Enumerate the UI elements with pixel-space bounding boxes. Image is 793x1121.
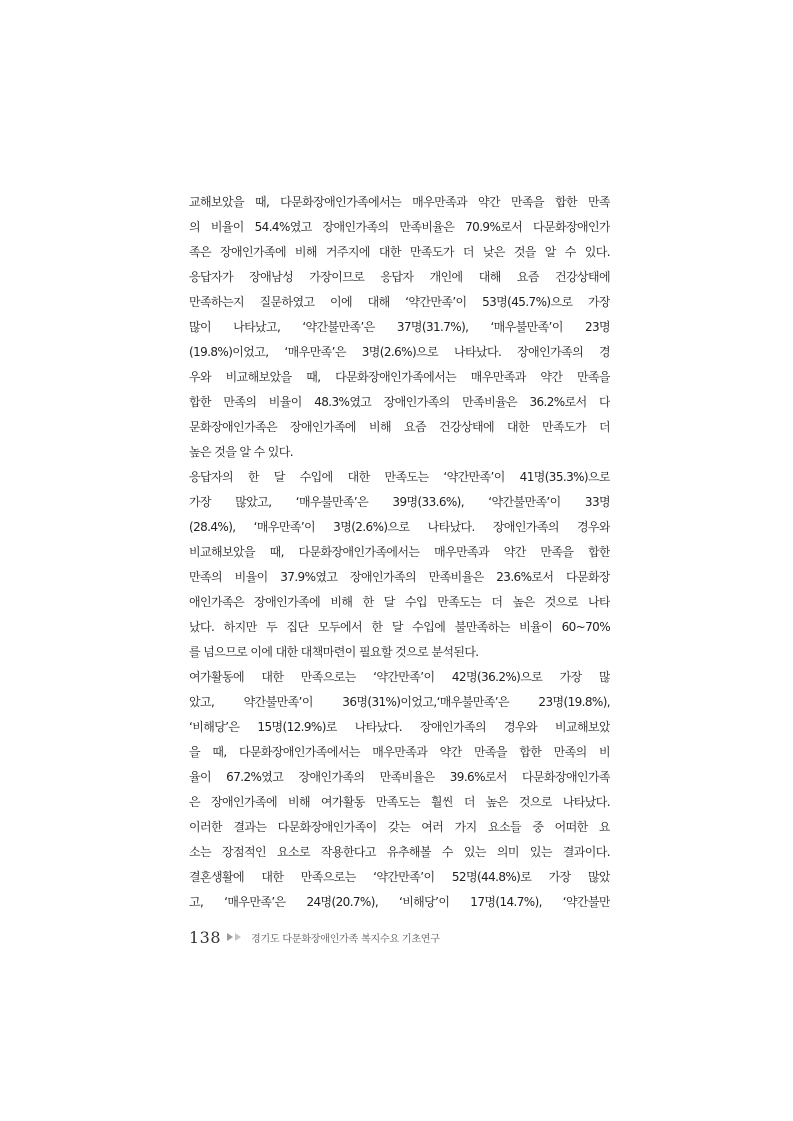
text-line-10: 문화장애인가족은 장애인가족에 비해 요즘 건강상태에 대한 만족도가 더: [189, 420, 610, 434]
text-line-13: 가장 많았고, ‘매우불만족’은 39명(33.6%), ‘약간불만족’이 33명: [189, 495, 610, 509]
text-line-9: 합한 만족의 비율이 48.3%였고 장애인가족의 만족비율은 36.2%로서 다: [189, 395, 610, 409]
text-line-15: 비교해보았을 때, 다문화장애인가족에서는 매우만족과 약간 만족을 합한: [189, 545, 610, 559]
text-line-2: 의 비율이 54.4%였고 장애인가족의 만족비율은 70.9%로서 다문화장애인가: [189, 220, 610, 234]
text-line-27: 소는 장점적인 요소로 작용한다고 유추해볼 수 있는 의미 있는 결과이다.: [189, 845, 610, 859]
text-line-3: 족은 장애인가족에 비해 거주지에 대한 만족도가 더 낮은 것을 알 수 있다.: [189, 245, 610, 259]
text-line-18: 났다. 하지만 두 집단 모두에서 한 달 수입에 불만족하는 비율이 60~70%: [189, 620, 610, 634]
text-line-22: ‘비해당’은 15명(12.9%)로 나타났다. 장애인가족의 경우와 비교해보았: [189, 720, 610, 734]
text-line-5: 만족하는지 질문하였고 이에 대해 ‘약간만족’이 53명(45.7%)으로 가장: [189, 295, 610, 309]
text-line-7: (19.8%)이었고, ‘매우만족’은 3명(2.6%)으로 나타났다. 장애인가족의 경: [189, 345, 610, 359]
text-line-20: 여가활동에 대한 만족으로는 ‘약간만족’이 42명(36.2%)으로 가장 많: [189, 670, 610, 684]
text-line-6: 많이 나타났고, ‘약간불만족’은 37명(31.7%), ‘매우불만족’이 23명: [189, 320, 610, 334]
text-line-14: (28.4%), ‘매우만족’이 3명(2.6%)으로 나타났다. 장애인가족의 경우와: [189, 520, 610, 534]
text-line-23: 을 때, 다문화장애인가족에서는 매우만족과 약간 만족을 합한 만족의 비: [189, 745, 610, 759]
text-line-25: 은 장애인가족에 비해 여가활동 만족도는 훨씬 더 높은 것으로 나타났다.: [189, 795, 610, 809]
triangle-right-icon: [227, 933, 233, 941]
text-line-12: 응답자의 한 달 수입에 대한 만족도는 ‘약간만족’이 41명(35.3%)으로: [189, 470, 610, 484]
triangle-right-icon: [235, 933, 241, 941]
text-line-17: 애인가족은 장애인가족에 비해 한 달 수입 만족도는 더 높은 것으로 나타: [189, 595, 610, 609]
text-line-4: 응답자가 장애남성 가장이므로 응답자 개인에 대해 요즘 건강상태에: [189, 270, 610, 284]
page-number: 138: [189, 927, 222, 947]
text-line-24: 율이 67.2%였고 장애인가족의 만족비율은 39.6%로서 다문화장애인가족: [189, 770, 610, 784]
text-line-28: 결혼생활에 대한 만족으로는 ‘약간만족’이 52명(44.8%)로 가장 많았: [189, 870, 610, 884]
text-line-8: 우와 비교해보았을 때, 다문화장애인가족에서는 매우만족과 약간 만족을: [189, 370, 610, 384]
text-line-29: 고, ‘매우만족’은 24명(20.7%), ‘비해당’이 17명(14.7%), ‘약간불만: [189, 895, 610, 909]
text-line-19: 를 넘으므로 이에 대한 대책마련이 필요할 것으로 분석된다.: [189, 645, 479, 659]
text-line-1: 교해보았을 때, 다문화장애인가족에서는 매우만족과 약간 만족을 합한 만족: [189, 195, 610, 209]
page-footer: [189, 926, 440, 948]
text-line-11: 높은 것을 알 수 있다.: [189, 445, 294, 459]
page-body: [189, 190, 610, 915]
text-line-16: 만족의 비율이 37.9%였고 장애인가족의 만족비율은 23.6%로서 다문화장: [189, 570, 610, 584]
running-footer-title: 경기도 다문화장애인가족 복지수요 기초연구: [251, 933, 440, 945]
text-line-26: 이러한 결과는 다문화장애인가족이 갖는 여러 가지 요소들 중 어떠한 요: [189, 820, 610, 834]
double-triangle-right-icon: [227, 933, 243, 941]
text-line-21: 았고, 약간불만족’이 36명(31%)이었고,‘매우불만족’은 23명(19.8%),: [189, 695, 610, 709]
